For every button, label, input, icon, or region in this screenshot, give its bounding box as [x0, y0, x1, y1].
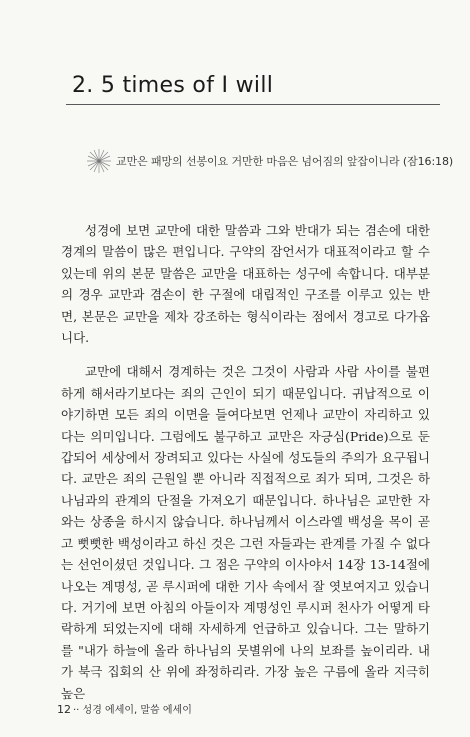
chapter-title: 2. 5 times of I will [72, 73, 274, 98]
footer-separator: ·· [73, 705, 80, 716]
page-number: 12 [57, 703, 71, 716]
title-divider [66, 104, 440, 105]
running-book-title: 성경 에세이, 말씀 에세이 [82, 705, 192, 716]
epigraph [86, 147, 454, 175]
sparkle-ornament-icon [86, 148, 112, 174]
page-footer [57, 701, 192, 716]
body-text [61, 220, 430, 704]
body-paragraph-2: 교만에 대해서 경계하는 것은 그것이 사람과 사람 사이를 불편하게 해서라기보다는 죄의 근인이 되기 때문입니다. 귀납적으로 이야기하면 모든 죄의 이면을 들여다보면 언제나 교만이 자리하고 있다는 의미입니다. 그럼에도 불구하고 교만은 자긍심(Pride)으로 둔갑되어 세상에서 장려되고 있다는 사실에 성도들의 주의가 요구됩니다. 교만은 죄의 근원일 뿐 아니라 직접적으로 죄가 되며, 그것은 하나님과의 관계의 단절을 가져오기 때문입니다. 하나님은 교만한 자와는 상종을 하시지 않습니다. 하나님께서 이스라엘 백성을 목이 곧고 뻣뻣한 백성이라고 하신 것은 그런 자들과는 관계를 가질 수 없다는 선언이셨던 것입니다. 그 점은 구약의 이사야서 14장 13-14절에 나오는 계명성, 곧 루시퍼에 대한 기사 속에서 잘 엿보여지고 있습니다. 거기에 보면 아침의 아들이자 계명성인 루시퍼 천사가 어떻게 타락하게 되었는지에 대해 자세하게 언급하고 있습니다. 그는 말하기를 "내가 하늘에 올라 하나님의 뭇별위에 나의 보좌를 높이리라. 내가 북극 집회의 산 위에 좌정하리라. 가장 높은 구름에 올라 지극히 높은 [61, 364, 430, 701]
epigraph-verse: 교만은 패망의 선봉이요 거만한 마음은 넘어짐의 앞잡이니라 (잠16:18) [116, 155, 454, 168]
body-paragraph-1: 성경에 보면 교만에 대한 말씀과 그와 반대가 되는 겸손에 대한 경계의 말씀이 많은 편입니다. 구약의 잠언서가 대표적이라고 할 수 있는데 위의 본문 말씀은 교만을 대표하는 성구에 속합니다. 대부분의 경우 교만과 겸손이 한 구절에 대립적인 구조를 이루고 있는 반면, 본문은 교만을 제차 강조하는 형식이라는 점에서 경고로 다가옵니다. [61, 223, 430, 346]
